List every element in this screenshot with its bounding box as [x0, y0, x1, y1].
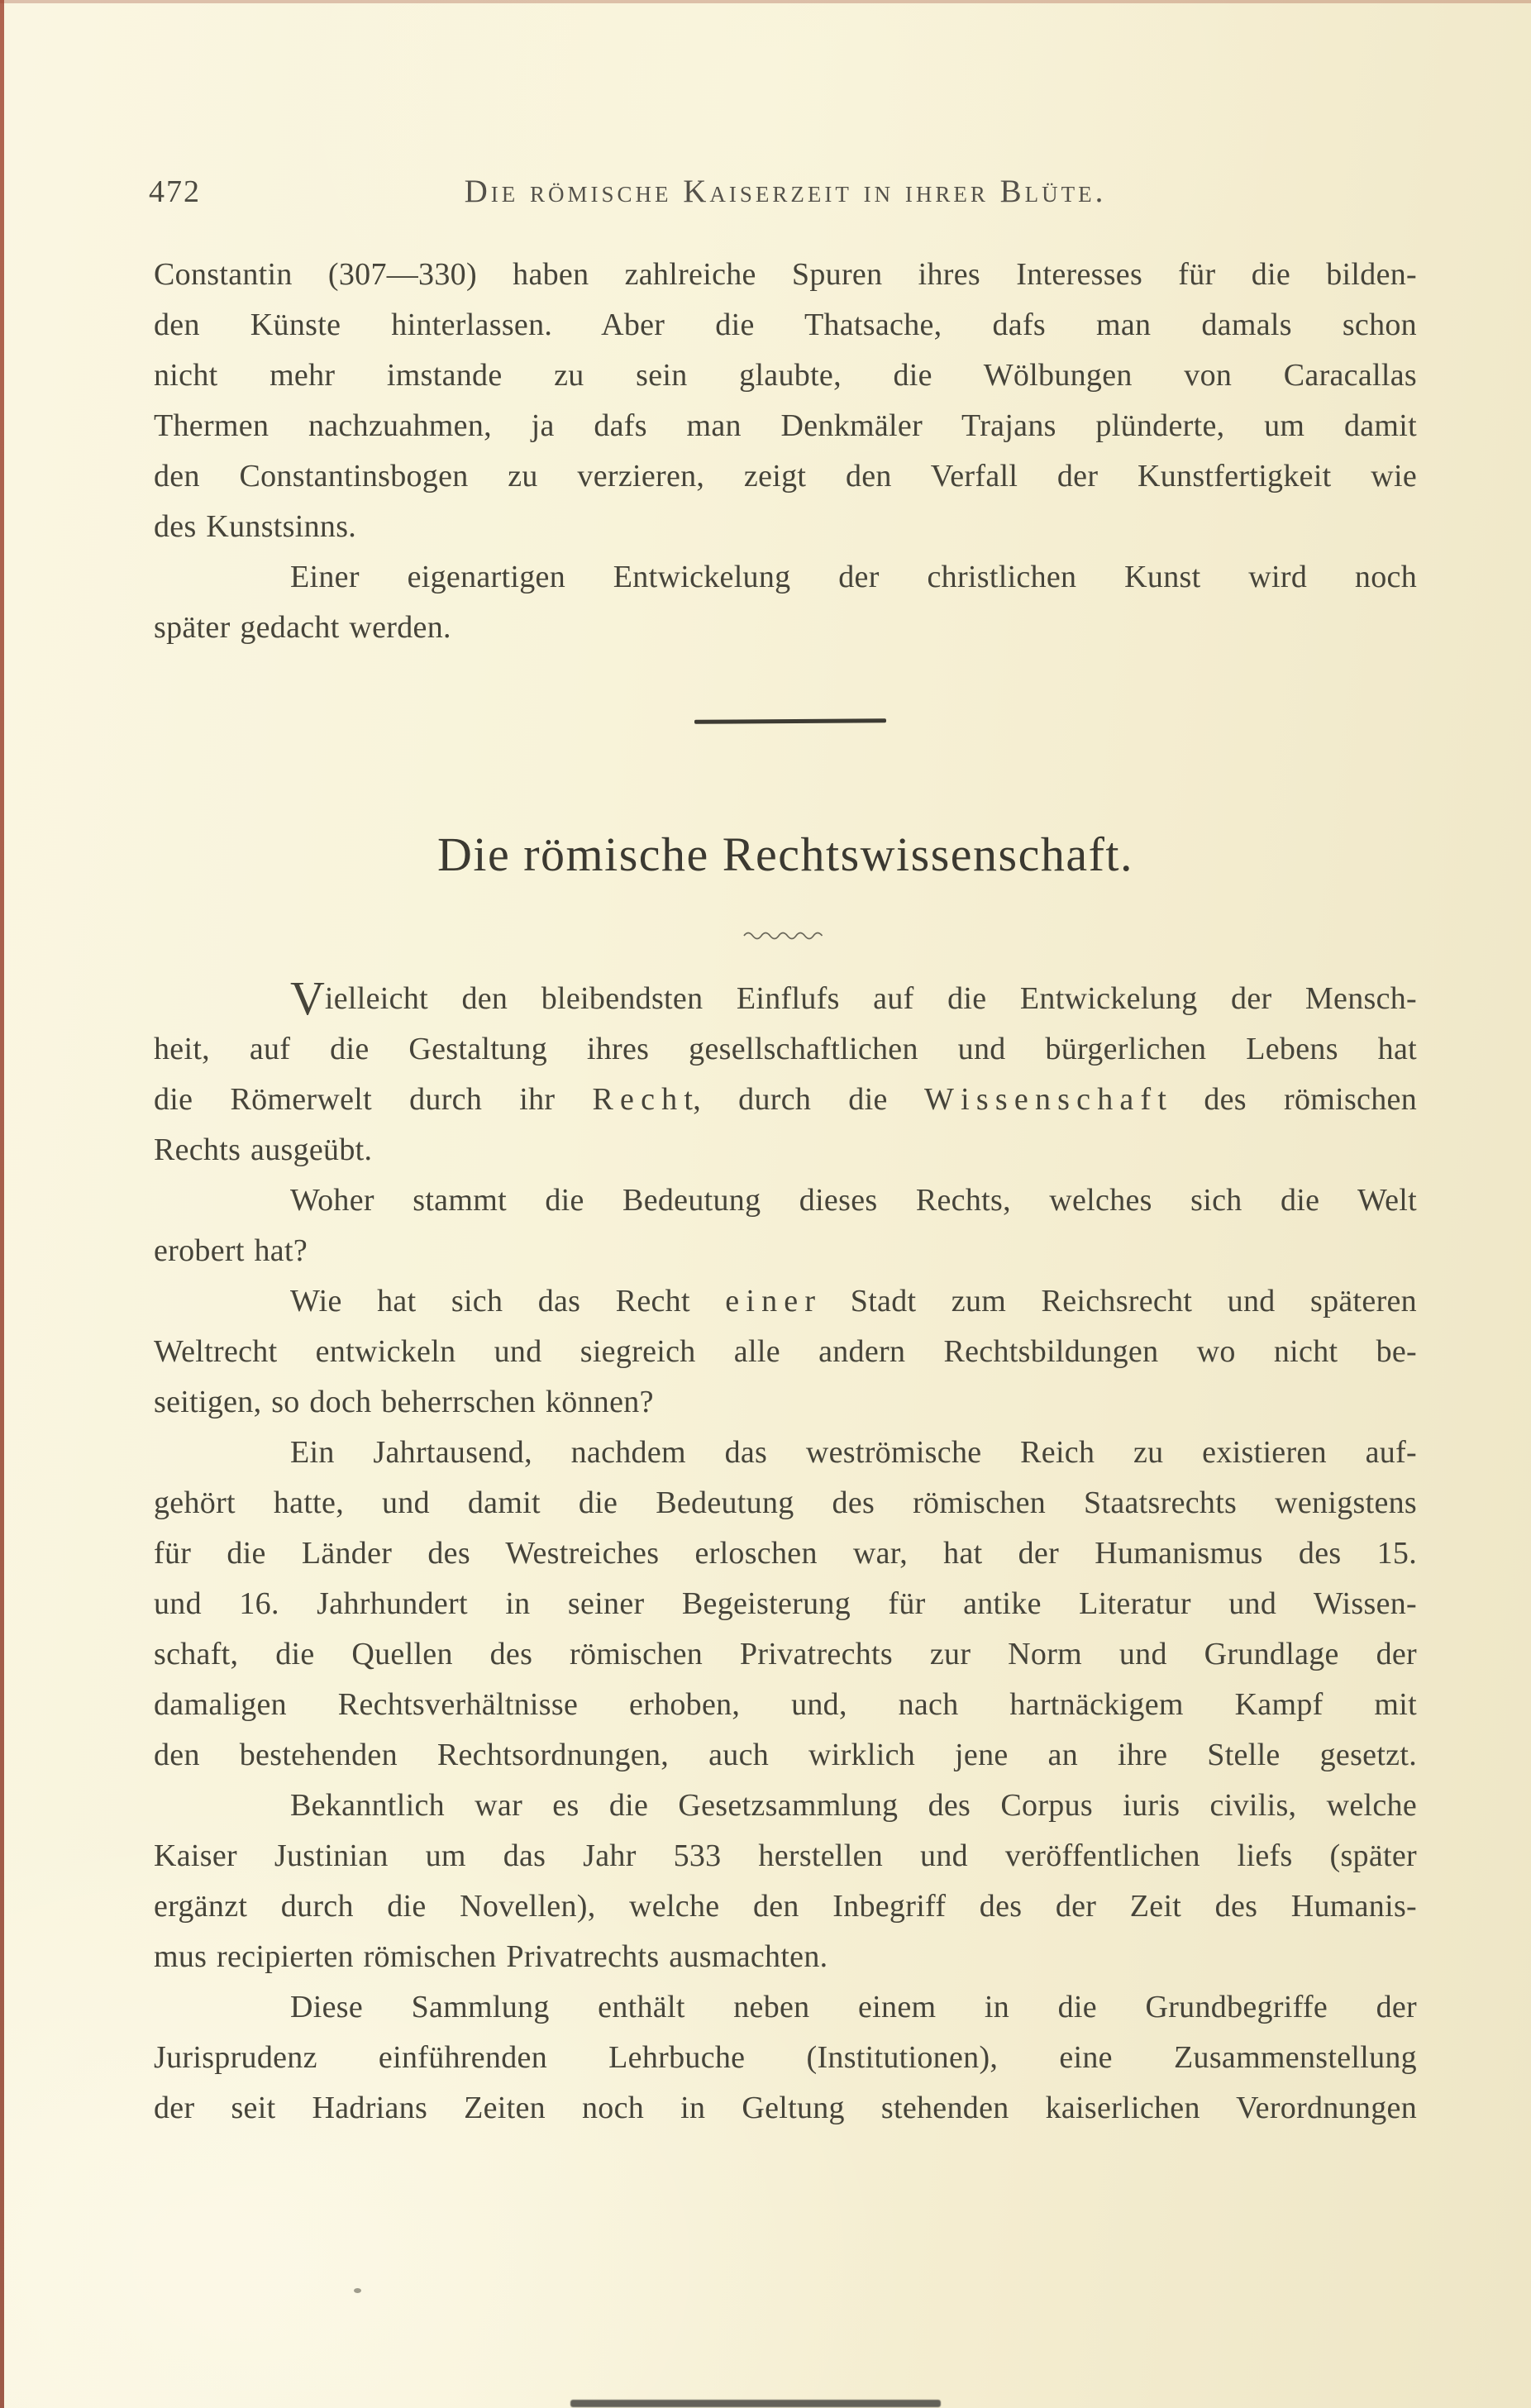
text-line: erobert hat? — [154, 1233, 308, 1268]
text-line: Einer eigenartigen Entwickelung der christlichen Kunst wird noch — [290, 560, 1417, 594]
text-line: und 16. Jahrhundert in seiner Begeisterung für antike Literatur und Wissen- — [154, 1586, 1417, 1621]
running-title: Die römische Kaiserzeit in ihrer Blüte. — [464, 174, 1107, 209]
text-line: schaft, die Quellen des römischen Privatrechts zur Norm und Grundlage der — [154, 1637, 1417, 1671]
main-text — [154, 974, 1417, 2134]
running-header — [149, 170, 1417, 213]
text-line: Jurisprudenz einführenden Lehrbuche (Institutionen), eine Zusammenstellung — [154, 2040, 1417, 2075]
text-line: Rechts ausgeübt. — [154, 1132, 373, 1167]
text-line: gehört hatte, und damit die Bedeutung des römischen Staatsrechts wenigstens — [154, 1485, 1417, 1520]
scan-top-edge — [0, 0, 1531, 3]
section-divider-rule — [694, 718, 886, 724]
text-line: den bestehenden Rechtsordnungen, auch wirklich jene an ihre Stelle gesetzt. — [154, 1738, 1417, 1772]
text-line: nicht mehr imstande zu sein glaubte, die Wölbungen von Caracallas — [154, 358, 1417, 393]
squiggle-ornament — [154, 927, 1417, 945]
intro-paragraph — [154, 250, 1417, 653]
text-line: Thermen nachzuahmen, ja dafs man Denkmäler Trajans plünderte, um damit — [154, 408, 1417, 443]
text-line: des Kunstsinns. — [154, 509, 357, 544]
page-number: 472 — [149, 174, 201, 209]
scan-bottom-artifact — [570, 2400, 941, 2407]
text-line: Bekanntlich war es die Gesetzsammlung des Corpus iuris civilis, welche — [290, 1788, 1417, 1823]
text-line: den Constantinsbogen zu verzieren, zeigt den Verfall der Kunstfertigkeit wie — [154, 459, 1417, 494]
scan-left-edge — [0, 0, 4, 2408]
text-line: Constantin (307—330) haben zahlreiche Spuren ihres Interesses für die bilden- — [154, 257, 1417, 292]
line-text: ielleicht den bleibendsten Einflufs auf die Entwickelung der Mensch- — [324, 981, 1417, 1016]
drop-cap-initial: V — [290, 974, 325, 1024]
text-line: Woher stammt die Bedeutung dieses Rechts, welches sich die Welt — [290, 1183, 1417, 1218]
text-line: später gedacht werden. — [154, 610, 451, 645]
text-line: damaligen Rechtsverhältnisse erhoben, und, nach hartnäckigem Kampf mit — [154, 1687, 1417, 1722]
text-line: für die Länder des Westreiches erloschen war, hat der Humanismus des 15. — [154, 1536, 1417, 1571]
text-line: die Römerwelt durch ihr R e c h t, durch die W i s s e n s c h a f t des römischen — [154, 1082, 1417, 1117]
text-line: der seit Hadrians Zeiten noch in Geltung stehenden kaiserlichen Verordnungen — [154, 2091, 1417, 2125]
text-line: Kaiser Justinian um das Jahr 533 herstellen und veröffentlichen liefs (später — [154, 1838, 1417, 1873]
text-line: heit, auf die Gestaltung ihres gesellschaftlichen und bürgerlichen Lebens hat — [154, 1032, 1417, 1066]
text-line: Wie hat sich das Recht e i n e r Stadt zum Reichsrecht und späteren — [290, 1284, 1417, 1318]
text-line: Diese Sammlung enthält neben einem in die Grundbegriffe der — [290, 1990, 1417, 2024]
text-line: den Künste hinterlassen. Aber die Thatsache, dafs man damals schon — [154, 308, 1417, 342]
text-line: mus recipierten römischen Privatrechts ausmachten. — [154, 1939, 828, 1974]
text-line: Weltrecht entwickeln und siegreich alle andern Rechtsbildungen wo nicht be- — [154, 1334, 1417, 1369]
text-line: seitigen, so doch beherrschen können? — [154, 1385, 654, 1419]
section-heading: Die römische Rechtswissenschaft. — [436, 827, 1134, 881]
text-line: Ein Jahrtausend, nachdem das weströmische Reich zu existieren auf- — [290, 1435, 1417, 1470]
scan-speck — [354, 2288, 361, 2293]
text-line: ergänzt durch die Novellen), welche den Inbegriff des der Zeit des Humanis- — [154, 1889, 1417, 1924]
text-line — [154, 974, 1417, 1024]
squiggle-icon — [742, 927, 828, 941]
